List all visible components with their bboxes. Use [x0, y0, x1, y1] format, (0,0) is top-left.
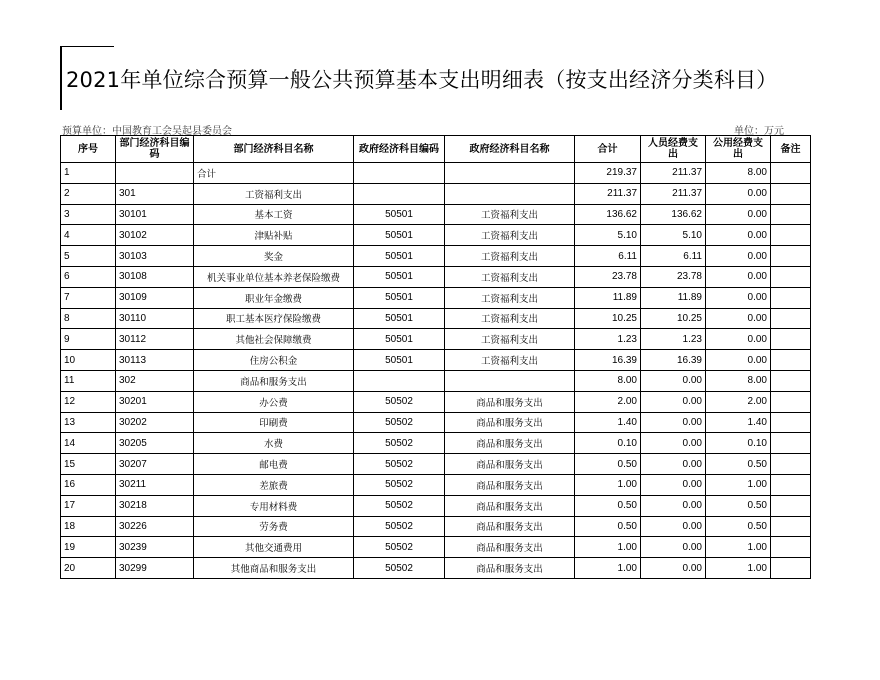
cell-gov-name: 工资福利支出: [445, 204, 575, 225]
cell-seq: 16: [61, 474, 116, 495]
header-note: 备注: [771, 136, 811, 163]
cell-dept-code: 30112: [116, 329, 194, 350]
cell-seq: 6: [61, 266, 116, 287]
cell-total: 2.00: [575, 391, 641, 412]
cell-gov-name: 商品和服务支出: [445, 454, 575, 475]
cell-gov-name: [445, 183, 575, 204]
cell-personnel: 0.00: [641, 370, 706, 391]
cell-dept-code: 30211: [116, 474, 194, 495]
cell-personnel: 0.00: [641, 495, 706, 516]
cell-note: [771, 370, 811, 391]
cell-dept-code: 30101: [116, 204, 194, 225]
table-row: [61, 412, 811, 433]
cell-seq: 19: [61, 537, 116, 558]
cell-seq: 5: [61, 246, 116, 267]
cell-gov-code: 50502: [354, 495, 445, 516]
cell-total: 1.40: [575, 412, 641, 433]
cell-note: [771, 433, 811, 454]
cell-gov-name: [445, 163, 575, 184]
cell-seq: 4: [61, 225, 116, 246]
cell-dept-code: 30205: [116, 433, 194, 454]
cell-personnel: 23.78: [641, 266, 706, 287]
cell-note: [771, 287, 811, 308]
cell-gov-name: 工资福利支出: [445, 246, 575, 267]
cell-gov-name: 商品和服务支出: [445, 495, 575, 516]
cell-dept-code: 30226: [116, 516, 194, 537]
cell-dept-name: 职业年金缴费: [194, 287, 354, 308]
header-dept-name: 部门经济科目名称: [194, 136, 354, 163]
cell-note: [771, 516, 811, 537]
cell-seq: 8: [61, 308, 116, 329]
cell-personnel: 6.11: [641, 246, 706, 267]
cell-dept-code: 30239: [116, 537, 194, 558]
table-row: [61, 370, 811, 391]
cell-gov-name: 商品和服务支出: [445, 433, 575, 454]
cell-dept-name: 津贴补贴: [194, 225, 354, 246]
cell-dept-name: 合计: [194, 163, 354, 184]
cell-personnel: 0.00: [641, 412, 706, 433]
amount-unit-label: 单位：万元: [734, 126, 784, 137]
cell-total: 23.78: [575, 266, 641, 287]
cell-gov-name: 工资福利支出: [445, 308, 575, 329]
cell-public: 2.00: [706, 391, 771, 412]
cell-seq: 12: [61, 391, 116, 412]
table-row: [61, 474, 811, 495]
cell-gov-name: 工资福利支出: [445, 225, 575, 246]
cell-seq: 20: [61, 558, 116, 579]
cell-total: 0.50: [575, 454, 641, 475]
cell-personnel: 5.10: [641, 225, 706, 246]
cell-seq: 15: [61, 454, 116, 475]
cell-note: [771, 246, 811, 267]
cell-public: 8.00: [706, 370, 771, 391]
cell-gov-code: 50502: [354, 454, 445, 475]
cell-public: 1.00: [706, 474, 771, 495]
cell-note: [771, 225, 811, 246]
cell-gov-name: 商品和服务支出: [445, 516, 575, 537]
header-seq: 序号: [61, 136, 116, 163]
header-gov-name: 政府经济科目名称: [445, 136, 575, 163]
cell-gov-code: 50502: [354, 516, 445, 537]
cell-dept-name: 其他商品和服务支出: [194, 558, 354, 579]
cell-seq: 17: [61, 495, 116, 516]
cell-gov-name: 工资福利支出: [445, 350, 575, 371]
header-total: 合计: [575, 136, 641, 163]
cell-total: 136.62: [575, 204, 641, 225]
cell-personnel: 10.25: [641, 308, 706, 329]
cell-dept-code: 30108: [116, 266, 194, 287]
cell-personnel: 11.89: [641, 287, 706, 308]
cell-total: 8.00: [575, 370, 641, 391]
cell-gov-code: 50502: [354, 474, 445, 495]
table-row: [61, 329, 811, 350]
cell-gov-code: 50501: [354, 329, 445, 350]
cell-dept-name: 差旅费: [194, 474, 354, 495]
cell-dept-name: 专用材料费: [194, 495, 354, 516]
cell-note: [771, 183, 811, 204]
cell-gov-name: 工资福利支出: [445, 329, 575, 350]
cell-dept-name: 工资福利支出: [194, 183, 354, 204]
cell-dept-name: 水费: [194, 433, 354, 454]
cell-dept-code: 30102: [116, 225, 194, 246]
cell-total: 0.50: [575, 516, 641, 537]
cell-dept-code: 30113: [116, 350, 194, 371]
cell-dept-code: 301: [116, 183, 194, 204]
cell-note: [771, 474, 811, 495]
table-row: [61, 308, 811, 329]
cell-personnel: 136.62: [641, 204, 706, 225]
cell-seq: 14: [61, 433, 116, 454]
cell-note: [771, 495, 811, 516]
cell-dept-name: 职工基本医疗保险缴费: [194, 308, 354, 329]
cell-public: 0.00: [706, 204, 771, 225]
cell-personnel: 0.00: [641, 474, 706, 495]
cell-gov-name: 工资福利支出: [445, 287, 575, 308]
cell-dept-code: [116, 163, 194, 184]
cell-dept-name: 住房公积金: [194, 350, 354, 371]
cell-total: 0.10: [575, 433, 641, 454]
cell-personnel: 0.00: [641, 454, 706, 475]
cell-public: 0.00: [706, 246, 771, 267]
cell-gov-code: 50502: [354, 537, 445, 558]
cell-total: 1.23: [575, 329, 641, 350]
cell-seq: 18: [61, 516, 116, 537]
cell-personnel: 0.00: [641, 391, 706, 412]
cell-personnel: 0.00: [641, 516, 706, 537]
table-row: [61, 516, 811, 537]
cell-dept-code: 30110: [116, 308, 194, 329]
cell-seq: 7: [61, 287, 116, 308]
cell-gov-code: 50502: [354, 558, 445, 579]
cell-total: 1.00: [575, 474, 641, 495]
table-row: [61, 183, 811, 204]
cell-personnel: 0.00: [641, 558, 706, 579]
cell-personnel: 0.00: [641, 433, 706, 454]
cell-gov-code: 50501: [354, 204, 445, 225]
cell-dept-code: 30207: [116, 454, 194, 475]
cell-gov-code: 50501: [354, 287, 445, 308]
table-row: [61, 558, 811, 579]
table-row: [61, 537, 811, 558]
cell-note: [771, 412, 811, 433]
cell-note: [771, 350, 811, 371]
cell-public: 1.00: [706, 537, 771, 558]
table-row: [61, 266, 811, 287]
cell-dept-code: 30201: [116, 391, 194, 412]
cell-dept-name: 其他社会保障缴费: [194, 329, 354, 350]
cell-personnel: 1.23: [641, 329, 706, 350]
cell-gov-code: 50502: [354, 433, 445, 454]
cell-gov-name: 商品和服务支出: [445, 391, 575, 412]
cell-seq: 11: [61, 370, 116, 391]
cell-public: 1.00: [706, 558, 771, 579]
cell-gov-code: 50501: [354, 308, 445, 329]
cell-dept-name: 其他交通费用: [194, 537, 354, 558]
table-row: [61, 163, 811, 184]
cell-gov-code: [354, 183, 445, 204]
cell-seq: 1: [61, 163, 116, 184]
cell-public: 8.00: [706, 163, 771, 184]
cell-note: [771, 391, 811, 412]
cell-gov-name: 商品和服务支出: [445, 558, 575, 579]
cell-note: [771, 454, 811, 475]
cell-seq: 9: [61, 329, 116, 350]
table-row: [61, 287, 811, 308]
cell-dept-name: 印刷费: [194, 412, 354, 433]
cell-gov-code: [354, 370, 445, 391]
cell-dept-name: 基本工资: [194, 204, 354, 225]
cell-note: [771, 266, 811, 287]
sheet-corner-border: [60, 46, 62, 110]
cell-dept-name: 邮电费: [194, 454, 354, 475]
cell-total: 219.37: [575, 163, 641, 184]
cell-gov-code: 50501: [354, 350, 445, 371]
cell-dept-code: 30109: [116, 287, 194, 308]
cell-dept-name: 机关事业单位基本养老保险缴费: [194, 266, 354, 287]
cell-total: 11.89: [575, 287, 641, 308]
header-gov-code: 政府经济科目编码: [354, 136, 445, 163]
cell-dept-name: 奖金: [194, 246, 354, 267]
budget-detail-table: [60, 135, 811, 579]
cell-dept-name: 办公费: [194, 391, 354, 412]
cell-note: [771, 558, 811, 579]
cell-total: 0.50: [575, 495, 641, 516]
cell-gov-name: 商品和服务支出: [445, 412, 575, 433]
cell-gov-name: 商品和服务支出: [445, 474, 575, 495]
header-personnel: 人员经费支出: [641, 136, 706, 163]
cell-personnel: 211.37: [641, 183, 706, 204]
table-row: [61, 246, 811, 267]
cell-public: 0.00: [706, 225, 771, 246]
cell-gov-code: [354, 163, 445, 184]
table-row: [61, 495, 811, 516]
cell-note: [771, 537, 811, 558]
cell-dept-code: 30202: [116, 412, 194, 433]
cell-public: 0.00: [706, 287, 771, 308]
cell-public: 0.00: [706, 329, 771, 350]
cell-personnel: 16.39: [641, 350, 706, 371]
table-row: [61, 391, 811, 412]
cell-gov-code: 50502: [354, 412, 445, 433]
cell-total: 16.39: [575, 350, 641, 371]
cell-seq: 10: [61, 350, 116, 371]
budget-unit-label: 预算单位：中国教育工会吴起县委员会: [62, 126, 232, 137]
cell-note: [771, 329, 811, 350]
cell-dept-code: 30299: [116, 558, 194, 579]
cell-personnel: 211.37: [641, 163, 706, 184]
cell-personnel: 0.00: [641, 537, 706, 558]
cell-total: 1.00: [575, 537, 641, 558]
cell-public: 0.00: [706, 183, 771, 204]
cell-seq: 2: [61, 183, 116, 204]
table-row: [61, 225, 811, 246]
page-title: 2021年单位综合预算一般公共预算基本支出明细表（按支出经济分类科目）: [66, 68, 778, 92]
table-row: [61, 350, 811, 371]
table-row: [61, 454, 811, 475]
cell-gov-code: 50502: [354, 391, 445, 412]
cell-public: 0.10: [706, 433, 771, 454]
cell-note: [771, 204, 811, 225]
cell-total: 10.25: [575, 308, 641, 329]
cell-seq: 13: [61, 412, 116, 433]
cell-seq: 3: [61, 204, 116, 225]
cell-gov-name: [445, 370, 575, 391]
cell-gov-code: 50501: [354, 246, 445, 267]
table-row: [61, 433, 811, 454]
cell-dept-name: 劳务费: [194, 516, 354, 537]
cell-note: [771, 163, 811, 184]
cell-gov-name: 工资福利支出: [445, 266, 575, 287]
sheet-corner-border-top: [60, 46, 114, 47]
cell-public: 0.00: [706, 350, 771, 371]
cell-gov-code: 50501: [354, 225, 445, 246]
cell-public: 0.50: [706, 516, 771, 537]
cell-public: 0.50: [706, 495, 771, 516]
cell-dept-code: 30103: [116, 246, 194, 267]
cell-note: [771, 308, 811, 329]
header-public: 公用经费支出: [706, 136, 771, 163]
cell-dept-code: 302: [116, 370, 194, 391]
cell-public: 0.00: [706, 266, 771, 287]
cell-dept-code: 30218: [116, 495, 194, 516]
cell-gov-name: 商品和服务支出: [445, 537, 575, 558]
cell-gov-code: 50501: [354, 266, 445, 287]
header-dept-code: 部门经济科目编码: [116, 136, 194, 163]
cell-public: 1.40: [706, 412, 771, 433]
cell-public: 0.50: [706, 454, 771, 475]
cell-total: 5.10: [575, 225, 641, 246]
cell-total: 1.00: [575, 558, 641, 579]
cell-public: 0.00: [706, 308, 771, 329]
table-row: [61, 204, 811, 225]
table-header-row: [61, 136, 811, 163]
cell-total: 6.11: [575, 246, 641, 267]
cell-total: 211.37: [575, 183, 641, 204]
cell-dept-name: 商品和服务支出: [194, 370, 354, 391]
